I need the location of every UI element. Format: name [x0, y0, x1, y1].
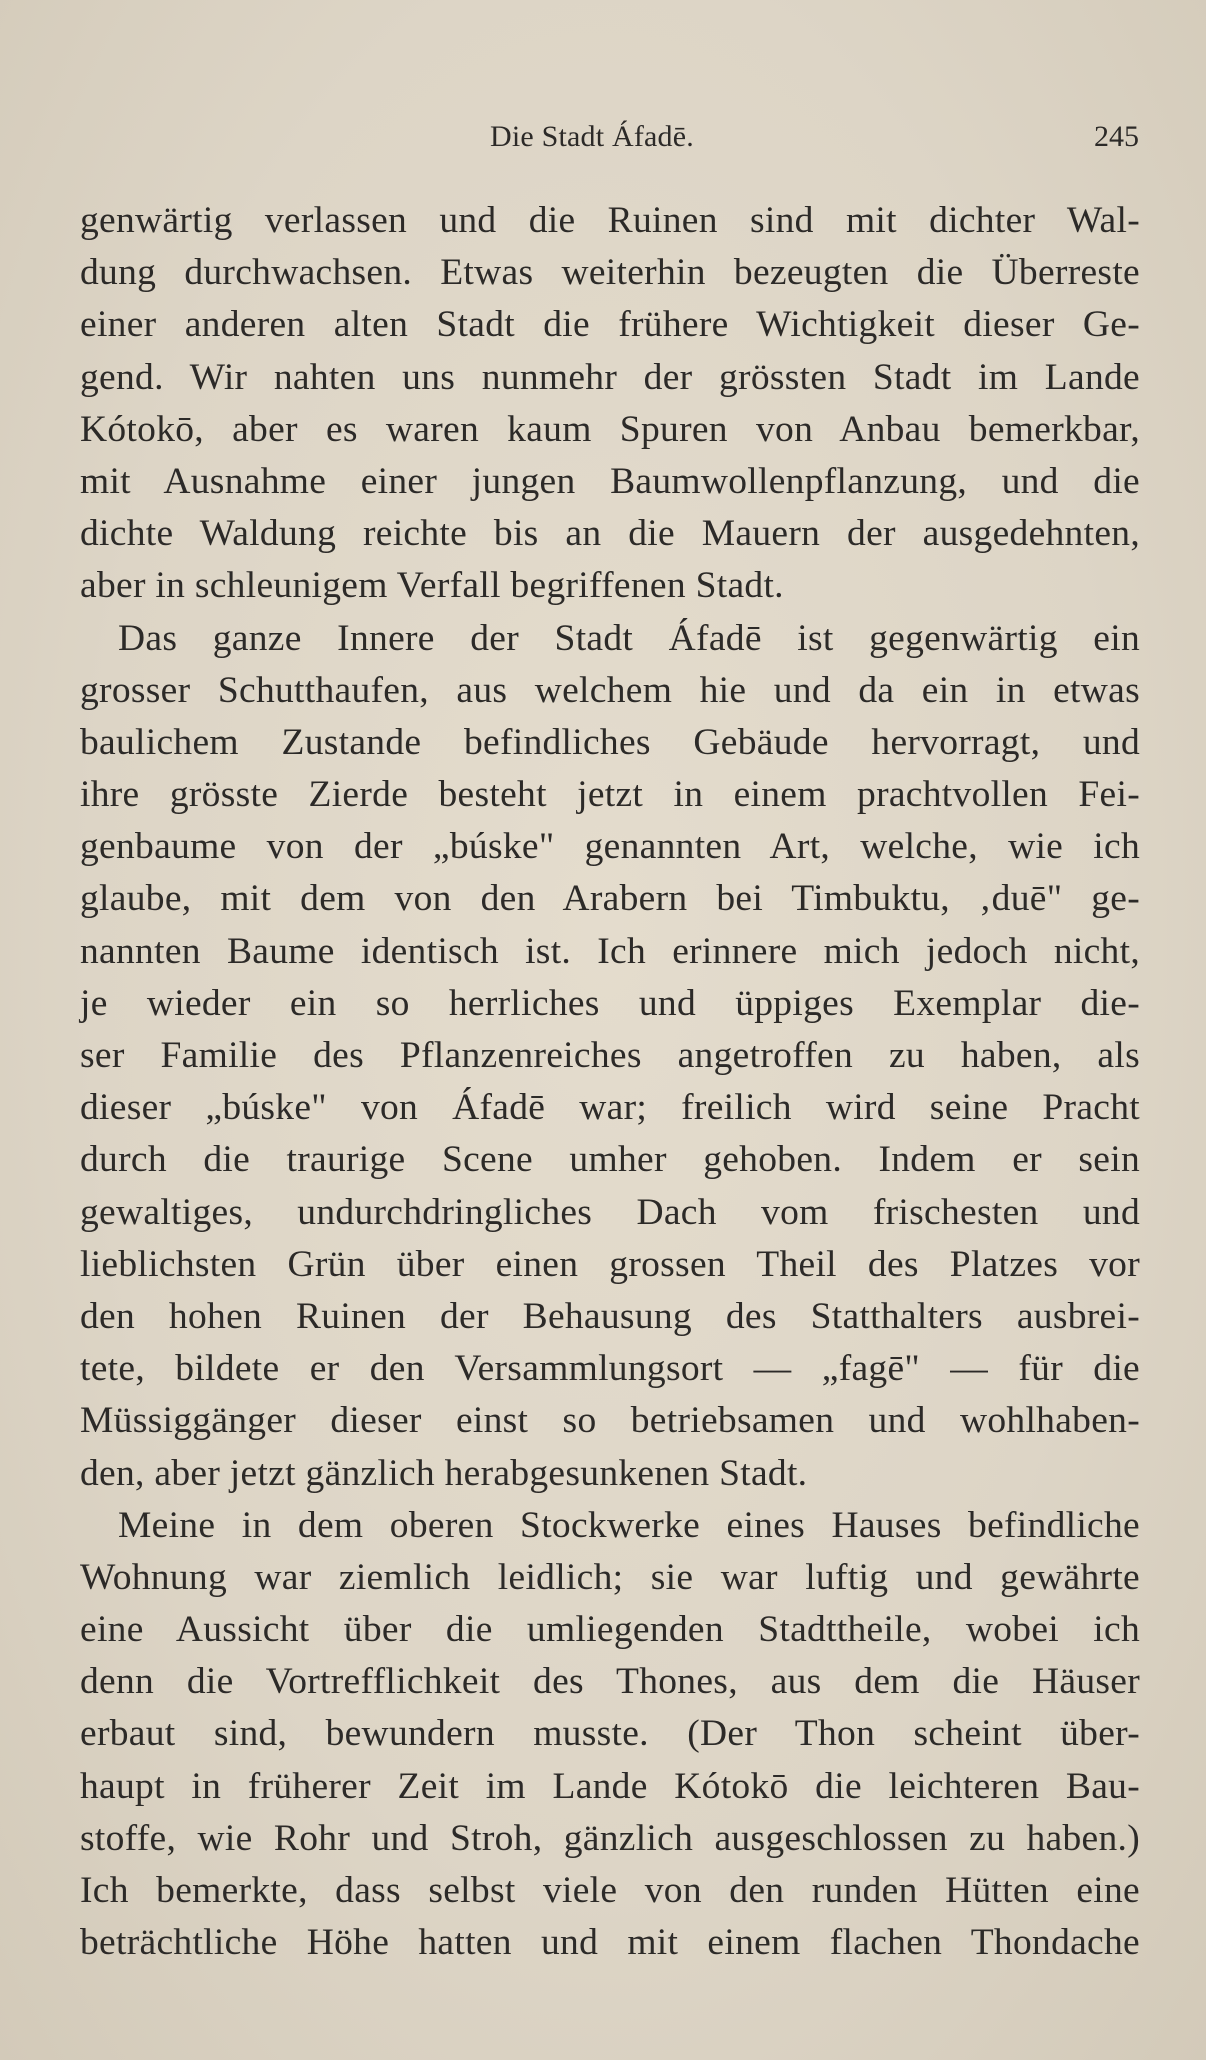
text-line: gewaltiges, undurchdringliches Dach vom frischesten und	[80, 1191, 1140, 1233]
text-line: stoffe, wie Rohr und Stroh, gänzlich ausgeschlossen zu haben.)	[80, 1817, 1140, 1859]
text-line: dung durchwachsen. Etwas weiterhin bezeugten die Überreste	[80, 252, 1140, 294]
text-line: einer anderen alten Stadt die frühere Wichtigkeit dieser Ge-	[80, 304, 1140, 346]
text-line: Ich bemerkte, dass selbst viele von den runden Hütten eine	[80, 1870, 1140, 1911]
text-line: baulichem Zustande befindliches Gebäude hervorragt, und	[80, 721, 1140, 763]
text-line: ihre grösste Zierde besteht jetzt in einem prachtvollen Fei-	[80, 774, 1140, 816]
text-line: grosser Schutthaufen, aus welchem hie und da ein in etwas	[80, 669, 1140, 711]
running-title: Die Stadt Áfadē.	[490, 120, 694, 153]
text-line: beträchtliche Höhe hatten und mit einem flachen Thondache	[80, 1922, 1140, 1964]
text-line: lieblichsten Grün über einen grossen Theil des Platzes vor	[80, 1243, 1140, 1285]
text-line: glaube, mit dem von den Arabern bei Timbuktu, ‚duē" ge-	[80, 878, 1140, 920]
text-line: eine Aussicht über die umliegenden Stadttheile, wobei ich	[80, 1609, 1140, 1651]
text-line: Müssiggänger dieser einst so betriebsamen und wohlhaben-	[80, 1400, 1140, 1442]
text-line: haupt in früherer Zeit im Lande Kótokō die leichteren Bau-	[80, 1765, 1140, 1807]
text-line: dichte Waldung reichte bis an die Mauern der ausgedehnten,	[80, 513, 1140, 555]
page-number: 245	[1094, 120, 1139, 153]
text-line: Kótokō, aber es waren kaum Spuren von Anbau bemerkbar,	[80, 408, 1140, 450]
text-line: nannten Baume identisch ist. Ich erinnere mich jedoch nicht,	[80, 930, 1140, 972]
text-line: aber in schleunigem Verfall begriffenen Stadt.	[80, 565, 784, 607]
text-line: denn die Vortrefflichkeit des Thones, aus dem die Häuser	[80, 1661, 1140, 1703]
text-line: tete, bildete er den Versammlungsort — „fagē" — für die	[80, 1348, 1140, 1390]
text-line: genwärtig verlassen und die Ruinen sind mit dichter Wal-	[80, 200, 1140, 241]
text-line: durch die traurige Scene umher gehoben. Indem er sein	[80, 1139, 1140, 1181]
text-line: Meine in dem oberen Stockwerke eines Hauses befindliche	[118, 1504, 1140, 1546]
text-line: gend. Wir nahten uns nunmehr der grössten Stadt im Lande	[80, 356, 1140, 398]
text-line: ser Familie des Pflanzenreiches angetroffen zu haben, als	[80, 1035, 1140, 1076]
text-line: genbaume von der „búske" genannten Art, welche, wie ich	[80, 826, 1140, 868]
text-line: Wohnung war ziemlich leidlich; sie war luftig und gewährte	[80, 1556, 1140, 1598]
text-line: den, aber jetzt gänzlich herabgesunkenen Stadt.	[80, 1452, 808, 1494]
text-line: den hohen Ruinen der Behausung des Statthalters ausbrei-	[80, 1295, 1140, 1337]
text-line: erbaut sind, bewundern musste. (Der Thon scheint über-	[80, 1713, 1140, 1755]
text-line: je wieder ein so herrliches und üppiges Exemplar die-	[80, 982, 1140, 1024]
text-line: mit Ausnahme einer jungen Baumwollenpflanzung, und die	[80, 460, 1140, 502]
text-line: dieser „búske" von Áfadē war; freilich wird seine Pracht	[80, 1087, 1140, 1129]
text-line: Das ganze Innere der Stadt Áfadē ist gegenwärtig ein	[118, 617, 1140, 659]
body-text	[80, 195, 1140, 1969]
